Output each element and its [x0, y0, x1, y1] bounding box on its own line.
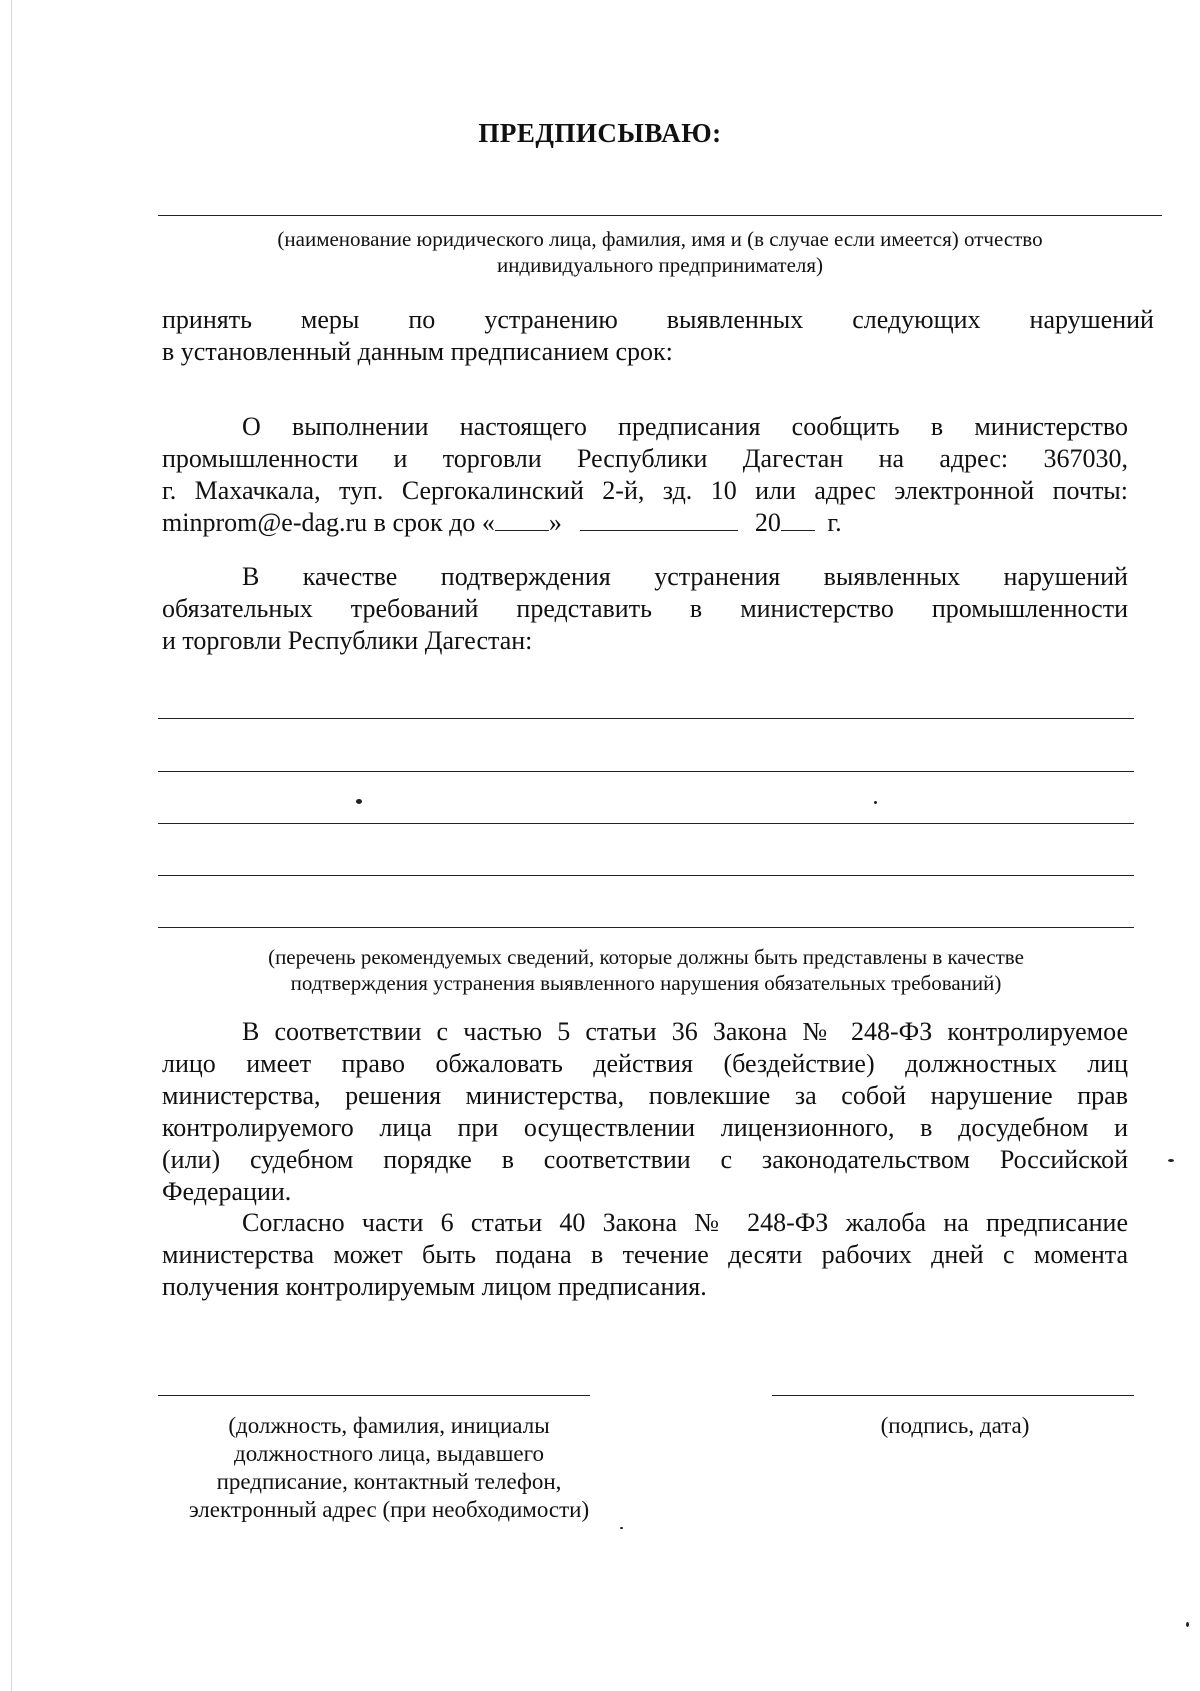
complaint-line-2: министерства может быть подана в течение десяти рабочих дней с момента [162, 1240, 1128, 1269]
appeal-line-6: Федерации. [162, 1177, 292, 1206]
year-prefix: 20 [754, 508, 781, 537]
year-blank [781, 508, 815, 531]
scan-speck [1168, 1159, 1174, 1162]
word: нарушений [1029, 305, 1154, 334]
report-line-2: промышленности и торговли Республики Дагестан на адрес: 367030, [162, 444, 1128, 473]
official-caption-line-4: электронный адрес (при необходимости) [188, 1497, 590, 1522]
measures-paragraph [162, 304, 1154, 368]
scan-speck [620, 1527, 623, 1529]
fill-line-5 [158, 927, 1134, 928]
report-line-3: г. Махачкала, туп. Сергокалинский 2-й, зд. 10 или адрес электронной почты: [162, 476, 1128, 505]
confirmation-line-1 [162, 561, 1128, 593]
confirmation-paragraph [162, 561, 1128, 657]
measures-line-1 [162, 304, 1154, 336]
word: подтверждения [440, 562, 611, 591]
official-caption-line-1: (должность, фамилия, инициалы [228, 1413, 550, 1438]
signature-blank-line [772, 1395, 1134, 1396]
entity-note-line-1: (наименование юридического лица, фамилия, имя и (в случае если имеется) отчество [277, 227, 1043, 251]
word: меры [300, 305, 360, 334]
report-line-1: О выполнении настоящего предписания сообщить в министерство [242, 412, 1128, 441]
quote-close: » [548, 508, 562, 537]
confirmation-line-2: обязательных требований представить в министерство промышленности [162, 594, 1128, 623]
fill-line-3 [158, 823, 1134, 824]
report-paragraph [162, 411, 1128, 539]
word: по [408, 305, 436, 334]
confirmation-line-3: и торговли Республики Дагестан: [162, 626, 533, 655]
appeal-line-5: (или) судебном порядке в соответствии с законодательством Российской [162, 1145, 1128, 1174]
word: выявленных [666, 305, 804, 334]
official-caption-line-2: должностного лица, выдавшего [234, 1441, 544, 1466]
scan-speck [1186, 1622, 1189, 1627]
complaint-line-1: Согласно части 6 статьи 40 Закона № 248-ФЗ жалоба на предписание [242, 1208, 1128, 1237]
scan-margin-line [11, 0, 12, 1691]
entity-name-blank-line [158, 215, 1162, 216]
measures-line-2: в установленный данным предписанием срок: [162, 337, 673, 366]
word: устранения [654, 562, 781, 591]
confirmation-note-line-1: (перечень рекомендуемых сведений, которые должны быть представлены в качестве [268, 945, 1024, 969]
official-caption [158, 1412, 620, 1524]
signature-caption: (подпись, дата) [880, 1413, 1030, 1438]
year-suffix: г. [827, 508, 842, 537]
scan-speck [874, 801, 877, 804]
official-caption-line-3: предписание, контактный телефон, [216, 1469, 562, 1494]
official-blank-line [158, 1395, 590, 1396]
document-title: ПРЕДПИСЫВАЮ: [478, 118, 722, 148]
appeal-line-4: контролируемого лица при осуществлении лицензионного, в досудебном и [162, 1113, 1128, 1142]
word: выявленных [823, 562, 961, 591]
fill-line-2 [158, 771, 1134, 772]
entity-name-note [158, 226, 1162, 278]
appeal-paragraph [162, 1016, 1128, 1208]
scan-speck [356, 799, 362, 804]
appeal-line-2: лицо имеет право обжаловать действия (бездействие) должностных лиц [162, 1049, 1128, 1078]
appeal-line-1: В соответствии с частью 5 статьи 36 Закона № 248-ФЗ контролируемое [242, 1017, 1128, 1046]
complaint-paragraph [162, 1207, 1128, 1303]
confirmation-note-line-2: подтверждения устранения выявленного нарушения обязательных требований) [290, 971, 1002, 995]
word: принять [162, 305, 252, 334]
word: В [242, 562, 260, 591]
complaint-line-3: получения контролируемым лицом предписания. [162, 1272, 707, 1301]
report-email-prefix: minprom@e-dag.ru в срок до « [162, 508, 495, 537]
fill-line-1 [158, 718, 1134, 719]
word: устранению [484, 305, 618, 334]
day-blank [495, 508, 549, 531]
confirmation-note [158, 944, 1134, 996]
month-blank [580, 508, 738, 531]
word: следующих [852, 305, 981, 334]
appeal-line-3: министерства, решения министерства, повлекшие за собой нарушение прав [162, 1081, 1128, 1110]
word: нарушений [1003, 562, 1128, 591]
report-line-4 [162, 507, 1128, 539]
entity-note-line-2: индивидуального предпринимателя) [496, 253, 824, 277]
word: качестве [302, 562, 398, 591]
fill-line-4 [158, 875, 1134, 876]
